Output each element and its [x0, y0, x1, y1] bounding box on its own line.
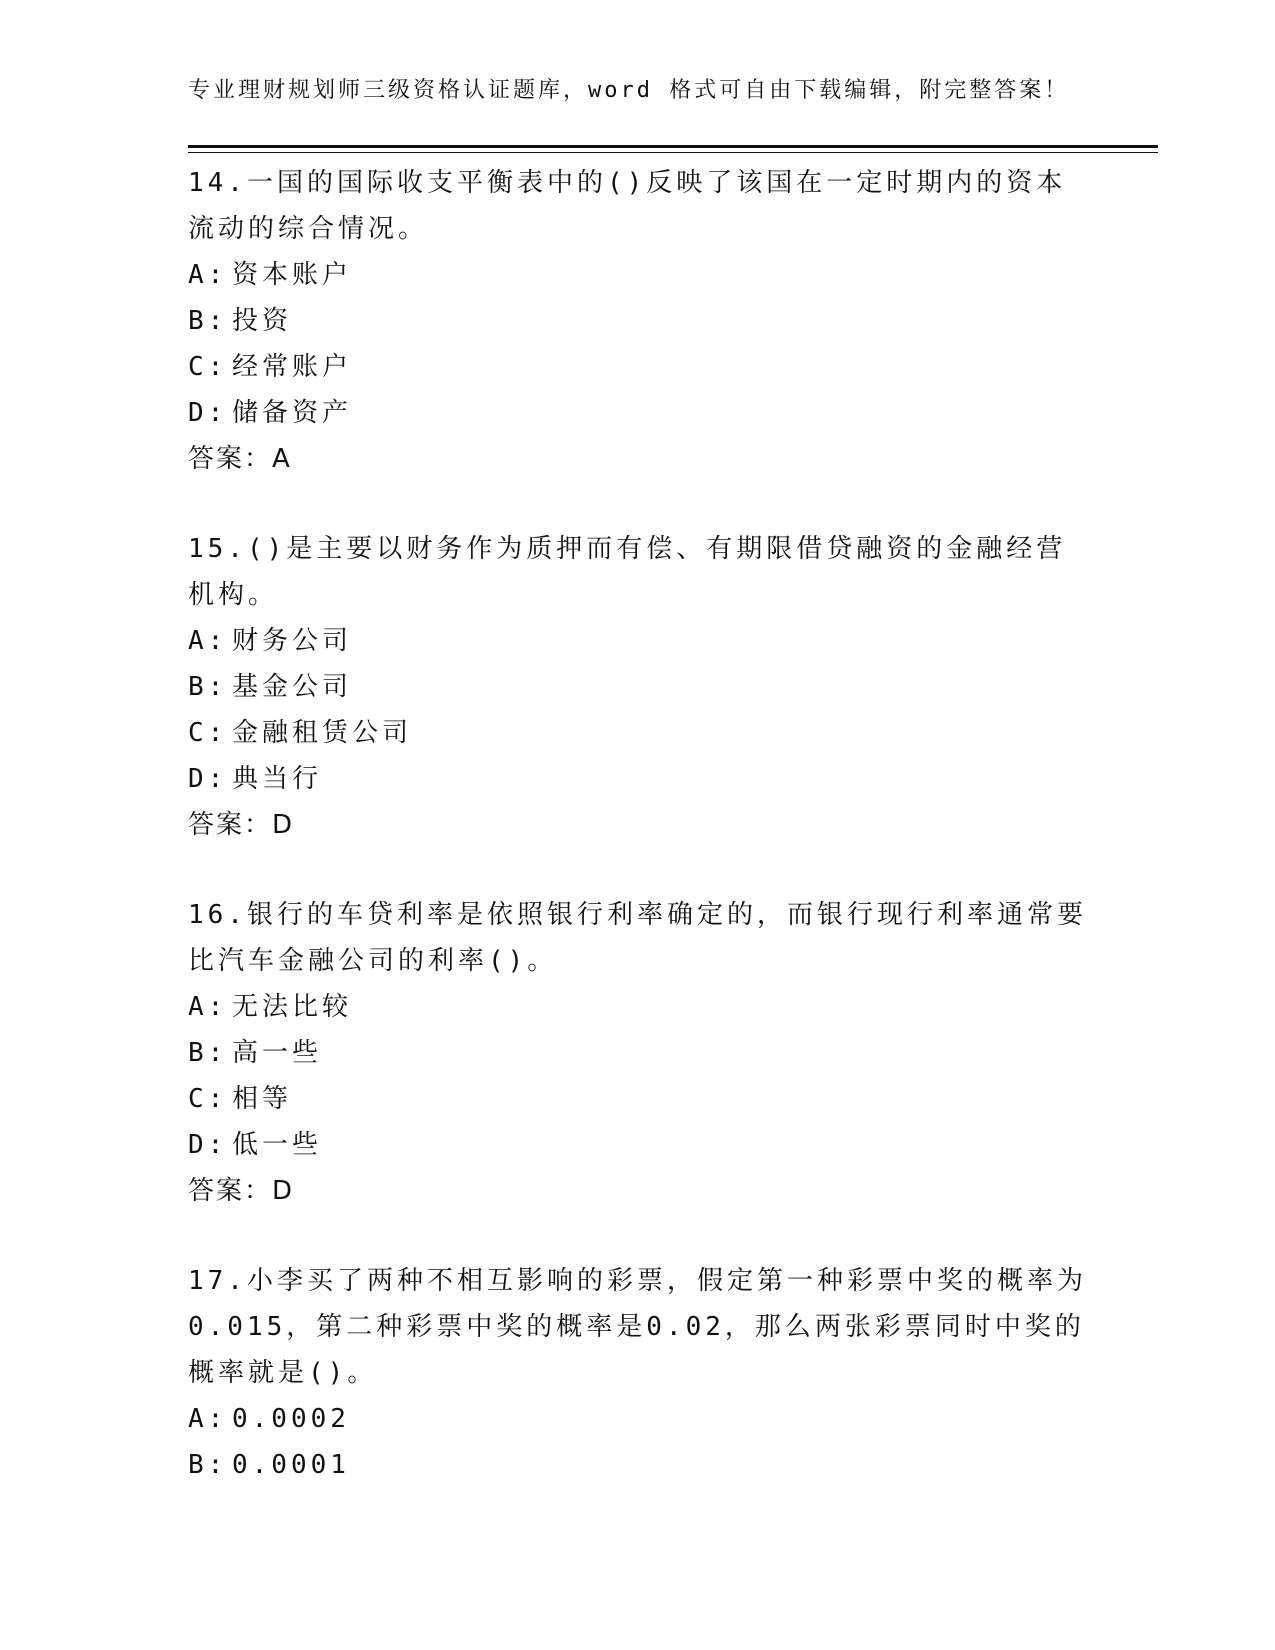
option-key: A: [188, 626, 228, 656]
option-d [188, 390, 1088, 436]
page-header: 专业理财规划师三级资格认证题库，word 格式可自由下载编辑，附完整答案！ [188, 78, 1070, 103]
option-key: B: [188, 306, 228, 336]
option-a [188, 1396, 1088, 1442]
question-14 [188, 160, 1088, 482]
option-d [188, 756, 1088, 802]
option-text: 投资 [232, 306, 293, 336]
header-divider-thick [188, 145, 1158, 148]
option-c [188, 710, 1088, 756]
option-a [188, 252, 1088, 298]
option-b [188, 664, 1088, 710]
option-key: C: [188, 352, 228, 382]
option-b [188, 298, 1088, 344]
answer-line: 答案：D [188, 810, 295, 840]
option-key: B: [188, 672, 228, 702]
option-d [188, 1122, 1088, 1168]
option-key: C: [188, 1084, 228, 1114]
option-c [188, 344, 1088, 390]
header-divider-thin [188, 152, 1158, 153]
option-key: D: [188, 1130, 228, 1160]
option-text: 无法比较 [232, 992, 353, 1022]
option-text: 金融租赁公司 [232, 718, 413, 748]
answer-line: 答案：A [188, 444, 292, 474]
option-b [188, 1030, 1088, 1076]
option-key: B: [188, 1038, 228, 1068]
answer-line: 答案：D [188, 1176, 295, 1206]
option-text: 高一些 [232, 1038, 323, 1068]
option-text: 0.0001 [232, 1450, 350, 1480]
option-key: C: [188, 718, 228, 748]
option-text: 0.0002 [232, 1404, 350, 1434]
option-c [188, 1076, 1088, 1122]
option-key: D: [188, 764, 228, 794]
option-text: 财务公司 [232, 626, 353, 656]
option-text: 相等 [232, 1084, 293, 1114]
option-a [188, 618, 1088, 664]
option-key: D: [188, 398, 228, 428]
option-key: A: [188, 1404, 228, 1434]
option-b [188, 1442, 1088, 1488]
question-stem: 15.()是主要以财务作为质押而有偿、有期限借贷融资的金融经营机构。 [188, 534, 1067, 610]
question-16 [188, 892, 1088, 1214]
option-a [188, 984, 1088, 1030]
question-stem: 17.小李买了两种不相互影响的彩票，假定第一种彩票中奖的概率为0.015，第二种彩票中奖的概率是0.02，那么两张彩票同时中奖的概率就是()。 [188, 1266, 1087, 1388]
question-15 [188, 526, 1088, 848]
option-text: 基金公司 [232, 672, 353, 702]
option-text: 经常账户 [232, 352, 353, 382]
question-stem: 14.一国的国际收支平衡表中的()反映了该国在一定时期内的资本流动的综合情况。 [188, 168, 1067, 244]
option-text: 资本账户 [232, 260, 353, 290]
option-text: 低一些 [232, 1130, 323, 1160]
option-key: A: [188, 260, 228, 290]
question-17 [188, 1258, 1088, 1488]
option-text: 典当行 [232, 764, 323, 794]
option-key: A: [188, 992, 228, 1022]
option-key: B: [188, 1450, 228, 1480]
option-text: 储备资产 [232, 398, 353, 428]
question-list [188, 160, 1088, 1532]
question-stem: 16.银行的车贷利率是依照银行利率确定的，而银行现行利率通常要比汽车金融公司的利率()。 [188, 900, 1087, 976]
